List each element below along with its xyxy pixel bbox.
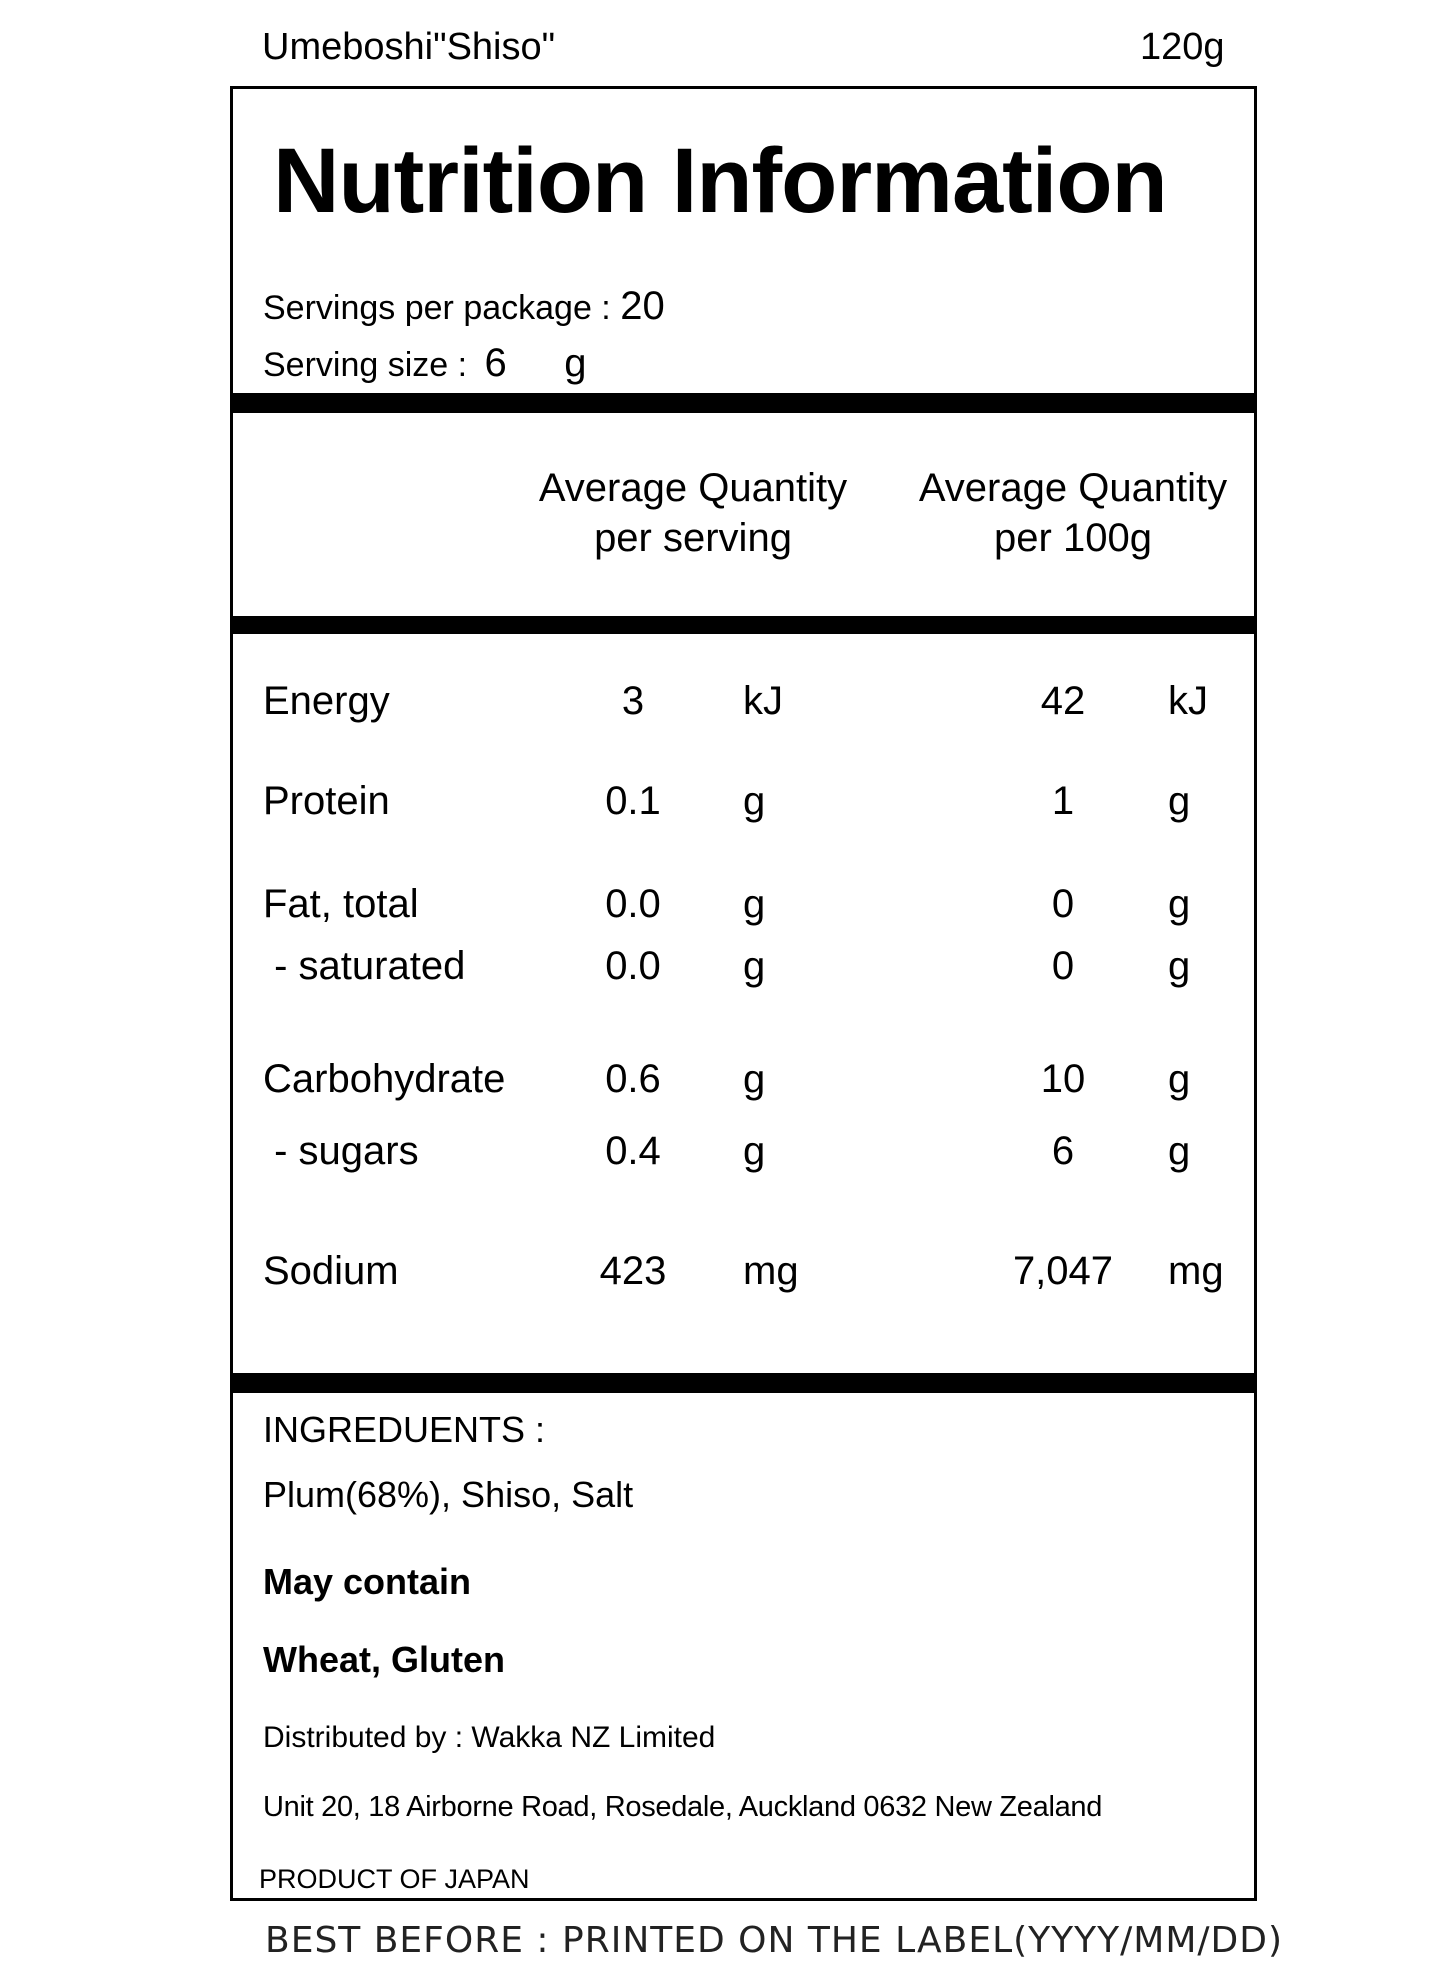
- nutrient-label: Fat, total: [263, 882, 419, 926]
- ingredients-heading: INGREDUENTS :: [263, 1409, 546, 1450]
- nutrient-per-100g: 1: [1051, 779, 1075, 823]
- nutrient-row-saturated: [233, 944, 1254, 994]
- nutrient-unit-serving: kJ: [743, 679, 783, 723]
- nutrient-per-serving: 3: [621, 679, 645, 723]
- nutrient-unit-serving: mg: [743, 1249, 799, 1293]
- nutrient-per-100g: 0: [1051, 944, 1075, 988]
- distributor-address: Unit 20, 18 Airborne Road, Rosedale, Auckland 0632 New Zealand: [263, 1791, 1103, 1823]
- best-before-note: BEST BEFORE : PRINTED ON THE LABEL(YYYY/MM/DD): [265, 1920, 1283, 1961]
- nutrient-row-protein: [233, 779, 1254, 829]
- divider-bar: [233, 393, 1254, 413]
- nutrient-label: Sodium: [263, 1249, 399, 1293]
- product-name: Umeboshi"Shiso": [262, 26, 556, 68]
- nutrient-per-100g: 0: [1051, 882, 1075, 926]
- nutrient-unit-serving: g: [743, 1129, 766, 1173]
- serving-size: [263, 341, 587, 386]
- nutrient-label: - saturated: [263, 944, 466, 988]
- nutrient-unit-100g: g: [1168, 779, 1191, 823]
- nutrient-per-serving: 0.0: [605, 882, 661, 926]
- divider-bar: [233, 1373, 1254, 1393]
- nutrient-unit-serving: g: [743, 779, 766, 823]
- nutrient-per-100g: 7,047: [1012, 1249, 1114, 1293]
- nutrient-unit-100g: g: [1168, 944, 1191, 988]
- nutrient-row-sodium: [233, 1249, 1254, 1299]
- nutrient-unit-100g: mg: [1168, 1249, 1224, 1293]
- column-header-per-100g: [898, 463, 1248, 563]
- column-header-per-100g-line-2: per 100g: [994, 516, 1152, 560]
- nutrient-per-100g: 42: [1040, 679, 1086, 723]
- country-of-origin: PRODUCT OF JAPAN: [259, 1864, 530, 1894]
- nutrient-unit-100g: kJ: [1168, 679, 1208, 723]
- nutrient-label: Carbohydrate: [263, 1057, 506, 1101]
- serving-size-value: 6: [484, 341, 507, 385]
- nutrient-per-serving: 0.0: [605, 944, 661, 988]
- allergens: Wheat, Gluten: [263, 1639, 505, 1680]
- may-contain-label: May contain: [263, 1561, 472, 1602]
- nutrition-panel: [230, 86, 1257, 1901]
- nutrient-label: Protein: [263, 779, 390, 823]
- net-weight: 120g: [1140, 26, 1225, 68]
- nutrient-per-100g: 6: [1051, 1129, 1075, 1173]
- servings-per-package: [263, 284, 665, 329]
- nutrient-label: - sugars: [263, 1129, 419, 1173]
- serving-size-unit: g: [564, 341, 587, 385]
- servings-per-package-value: 20: [620, 284, 665, 328]
- nutrient-unit-serving: g: [743, 1057, 766, 1101]
- serving-size-label: Serving size :: [263, 346, 468, 384]
- nutrient-per-serving: 0.6: [605, 1057, 661, 1101]
- column-header-per-serving-line-2: per serving: [594, 516, 792, 560]
- nutrient-unit-100g: g: [1168, 882, 1191, 926]
- nutrient-row-energy: [233, 679, 1254, 729]
- divider-bar: [233, 616, 1254, 634]
- column-header-per-100g-line-1: Average Quantity: [918, 466, 1228, 510]
- nutrient-per-100g: 10: [1040, 1057, 1086, 1101]
- nutrient-unit-serving: g: [743, 882, 766, 926]
- nutrient-label: Energy: [263, 679, 390, 723]
- column-header-per-serving-line-1: Average Quantity: [538, 466, 848, 510]
- column-header-per-serving: [523, 463, 863, 563]
- nutrient-unit-100g: g: [1168, 1129, 1191, 1173]
- nutrient-per-serving: 423: [599, 1249, 667, 1293]
- nutrient-row-fat-total: [233, 882, 1254, 932]
- ingredients-list: Plum(68%), Shiso, Salt: [263, 1474, 634, 1515]
- nutrient-unit-serving: g: [743, 944, 766, 988]
- distributor: Distributed by : Wakka NZ Limited: [263, 1721, 716, 1754]
- nutrient-row-sugars: [233, 1129, 1254, 1179]
- servings-per-package-label: Servings per package :: [263, 289, 611, 327]
- nutrient-row-carbohydrate: [233, 1057, 1254, 1107]
- nutrient-unit-100g: g: [1168, 1057, 1191, 1101]
- nutrient-per-serving: 0.1: [605, 779, 661, 823]
- panel-title: Nutrition Information: [273, 130, 1167, 232]
- nutrient-per-serving: 0.4: [605, 1129, 661, 1173]
